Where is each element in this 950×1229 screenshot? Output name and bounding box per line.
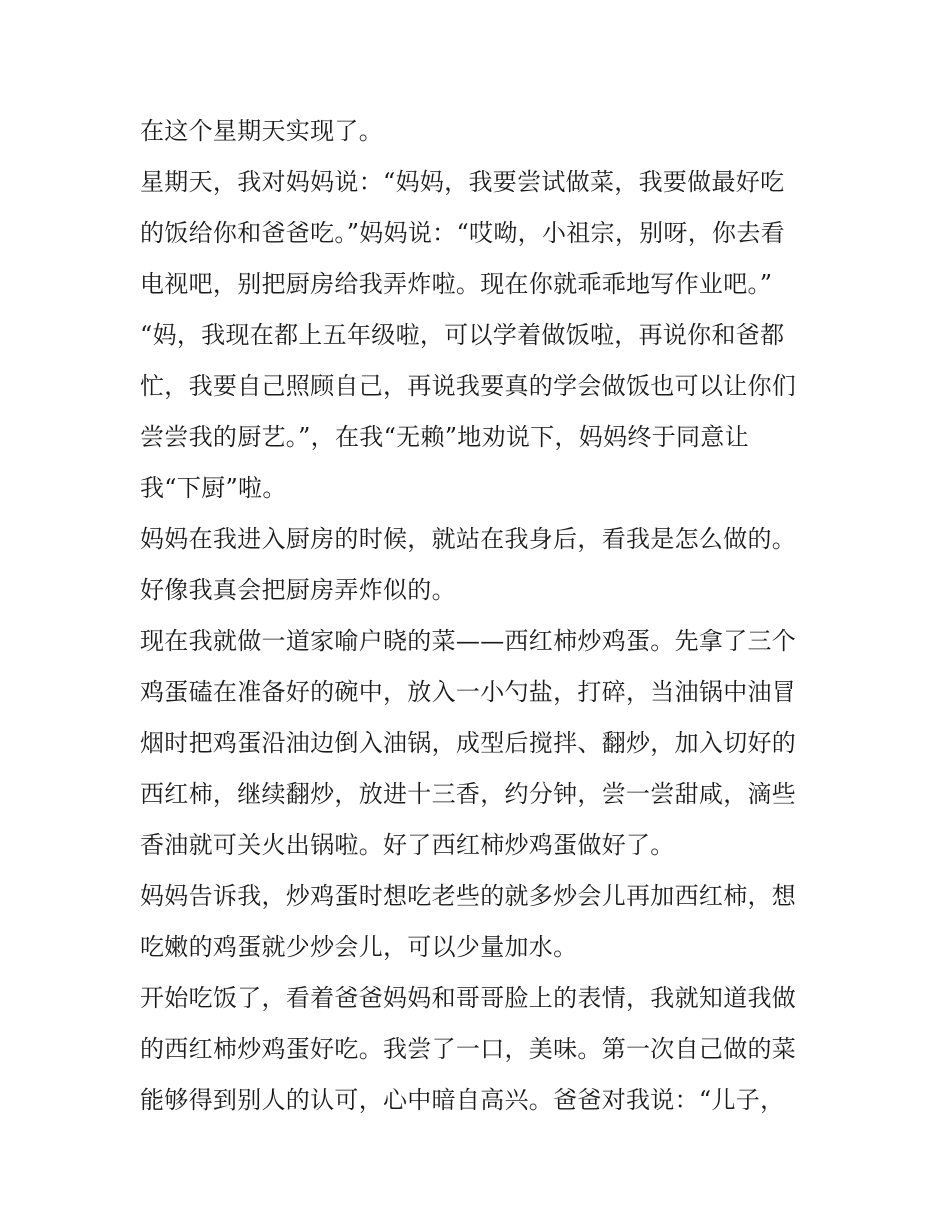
text-line-2: 星期天，我对妈妈说：“妈妈，我要尝试做菜，我要做最好吃 [140, 168, 785, 196]
text-line-15: 香油就可关火出锅啦。好了西红柿炒鸡蛋做好了。 [140, 831, 675, 859]
text-line-6: 忙，我要自己照顾自己，再说我要真的学会做饭也可以让你们 [140, 372, 797, 400]
text-line-9: 妈妈在我进入厨房的时候，就站在我身后，看我是怎么做的。 [140, 525, 797, 553]
essay-body [140, 106, 820, 1126]
text-line-16: 妈妈告诉我，炒鸡蛋时想吃老些的就多炒会儿再加西红柿，想 [140, 882, 797, 910]
text-line-12: 鸡蛋磕在准备好的碗中，放入一小勺盐，打碎，当油锅中油冒 [140, 678, 797, 706]
text-line-11: 现在我就做一道家喻户晓的菜——西红柿炒鸡蛋。先拿了三个 [140, 627, 797, 655]
text-line-14: 西红柿，继续翻炒，放进十三香，约分钟，尝一尝甜咸，滴些 [140, 780, 797, 808]
text-line-8: 我“下厨”啦。 [140, 474, 287, 502]
text-line-5: “妈，我现在都上五年级啦，可以学着做饭啦，再说你和爸都 [140, 321, 785, 349]
text-line-19: 的西红柿炒鸡蛋好吃。我尝了一口，美味。第一次自己做的菜 [140, 1035, 797, 1063]
text-line-13: 烟时把鸡蛋沿油边倒入油锅，成型后搅拌、翻炒，加入切好的 [140, 729, 797, 757]
text-line-1: 在这个星期天实现了。 [140, 117, 383, 145]
text-line-4: 电视吧，别把厨房给我弄炸啦。现在你就乖乖地写作业吧。” [140, 270, 773, 298]
text-line-7: 尝尝我的厨艺。”，在我“无赖”地劝说下，妈妈终于同意让 [140, 423, 749, 451]
text-line-3: 的饭给你和爸爸吃。”妈妈说：“哎呦，小祖宗，别呀，你去看 [140, 219, 785, 247]
text-line-18: 开始吃饭了，看着爸爸妈妈和哥哥脸上的表情，我就知道我做 [140, 984, 797, 1012]
text-line-17: 吃嫩的鸡蛋就少炒会儿，可以少量加水。 [140, 933, 578, 961]
text-line-20: 能够得到别人的认可，心中暗自高兴。爸爸对我说：“儿子， [140, 1086, 785, 1114]
text-line-10: 好像我真会把厨房弄炸似的。 [140, 576, 456, 604]
